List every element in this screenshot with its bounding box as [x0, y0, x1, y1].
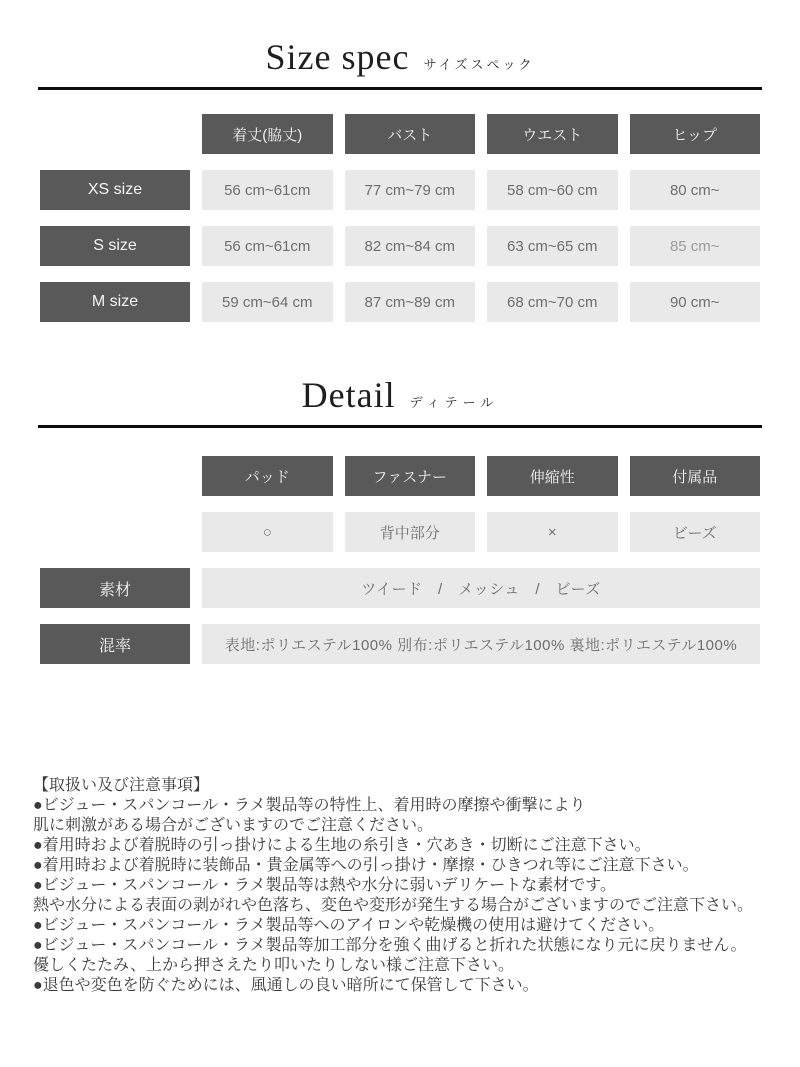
size-cell-s-hip: 85 cm~: [630, 226, 761, 266]
detail-cell-accessory: ビーズ: [630, 512, 761, 552]
size-cell-s-length: 56 cm~61cm: [202, 226, 333, 266]
care-note-line: ●着用時および着脱時に装飾品・貴金属等への引っ掛け・摩擦・ひきつれ等にご注意下さい。: [33, 857, 699, 874]
detail-cell-fastener: 背中部分: [345, 512, 476, 552]
size-cell-s-waist: 63 cm~65 cm: [487, 226, 618, 266]
size-table-corner-spacer: [40, 114, 190, 154]
care-note-line: ●着用時および着脱時の引っ掛けによる生地の糸引き・穴あき・切断にご注意下さい。: [33, 837, 651, 854]
size-spec-heading: [0, 36, 800, 78]
size-spec-title-ja: サイズスペック: [423, 57, 535, 72]
size-cell-xs-length: 56 cm~61cm: [202, 170, 333, 210]
size-column-header-bust: バスト: [345, 114, 476, 154]
detail-table-corner-spacer: [40, 456, 190, 496]
detail-row-label-composition: 混率: [40, 624, 190, 664]
size-cell-s-bust: 82 cm~84 cm: [345, 226, 476, 266]
size-table: [40, 114, 760, 322]
size-spec-divider: [38, 87, 762, 90]
detail-heading: [0, 374, 800, 416]
detail-table: [40, 456, 760, 664]
size-cell-m-hip: 90 cm~: [630, 282, 761, 322]
size-cell-xs-bust: 77 cm~79 cm: [345, 170, 476, 210]
care-note-line: ●ビジュー・スパンコール・ラメ製品等へのアイロンや乾燥機の使用は避けてください。: [33, 917, 665, 934]
size-cell-m-waist: 68 cm~70 cm: [487, 282, 618, 322]
detail-cell-pad: ○: [202, 512, 333, 552]
size-cell-xs-waist: 58 cm~60 cm: [487, 170, 618, 210]
detail-title-ja: ディテール: [409, 395, 499, 410]
detail-column-header-fastener: ファスナー: [345, 456, 476, 496]
care-note-line: ●ビジュー・スパンコール・ラメ製品等は熱や水分に弱いデリケートな素材です。: [33, 877, 616, 894]
detail-title-en: Detail: [301, 375, 396, 415]
care-note-line: ●ビジュー・スパンコール・ラメ製品等の特性上、着用時の摩擦や衝撃により: [33, 797, 586, 814]
size-cell-xs-hip: 80 cm~: [630, 170, 761, 210]
detail-cell-material: ツイード / メッシュ / ビーズ: [202, 568, 760, 608]
detail-row-label-material: 素材: [40, 568, 190, 608]
care-note-line: 優しくたたみ、上から押さえたり叩いたりしない様ご注意下さい。: [33, 957, 514, 974]
size-spec-title-en: Size spec: [265, 37, 410, 77]
detail-section: [0, 374, 800, 664]
size-column-header-hip: ヒップ: [630, 114, 761, 154]
detail-column-header-accessory: 付属品: [630, 456, 761, 496]
care-notes: [33, 776, 762, 996]
size-row-label-xs: XS size: [40, 170, 190, 210]
detail-value-row-spacer: [40, 512, 190, 552]
size-cell-m-length: 59 cm~64 cm: [202, 282, 333, 322]
detail-divider: [38, 425, 762, 428]
detail-column-header-stretch: 伸縮性: [487, 456, 618, 496]
size-column-header-length: 着丈(脇丈): [202, 114, 333, 154]
size-cell-m-bust: 87 cm~89 cm: [345, 282, 476, 322]
detail-cell-composition: 表地:ポリエステル100% 別布:ポリエステル100% 裏地:ポリエステル100%: [202, 624, 760, 664]
size-column-header-waist: ウエスト: [487, 114, 618, 154]
size-row-label-s: S size: [40, 226, 190, 266]
care-note-line: 熱や水分による表面の剥がれや色落ち、変色や変形が発生する場合がございますのでご注意下さい。: [33, 897, 754, 914]
care-note-line: 肌に刺激がある場合がございますのでご注意ください。: [33, 817, 434, 834]
size-row-label-m: M size: [40, 282, 190, 322]
care-note-line: ●ビジュー・スパンコール・ラメ製品等加工部分を強く曲げると折れた状態になり元に戻りません。: [33, 937, 747, 954]
care-notes-heading: 【取扱い及び注意事項】: [33, 777, 210, 794]
detail-heading-wrap: [0, 374, 800, 428]
size-spec-section: [0, 36, 800, 322]
detail-cell-stretch: ×: [487, 512, 618, 552]
care-note-line: ●退色や変色を防ぐためには、風通しの良い暗所にて保管して下さい。: [33, 977, 539, 994]
detail-column-header-pad: パッド: [202, 456, 333, 496]
